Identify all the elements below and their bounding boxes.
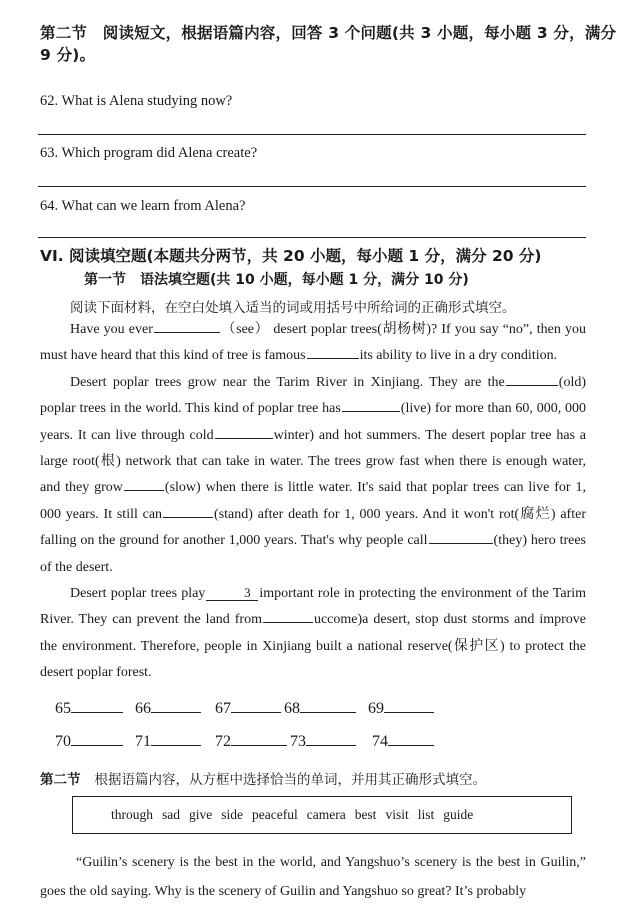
answer-blank[interactable]: [231, 733, 287, 746]
section2b-heading: [40, 768, 486, 788]
answer-blank[interactable]: [151, 700, 201, 713]
answer-blank[interactable]: [71, 700, 123, 713]
answer-number: 74: [372, 733, 388, 750]
question-63: 63. Which program did Alena create?: [40, 145, 258, 161]
answer-number: 69: [368, 700, 384, 717]
answer-line: [38, 134, 586, 135]
word-option: best: [354, 807, 377, 822]
answer-number: 65: [55, 700, 71, 717]
question-64: 64. What can we learn from Alena?: [40, 198, 246, 214]
blank-66[interactable]: [307, 344, 359, 359]
blank-71[interactable]: [163, 503, 213, 518]
answer-number: 72: [215, 733, 231, 750]
section-label: 第二节: [40, 772, 81, 788]
answer-number: 71: [135, 733, 151, 750]
blank-67[interactable]: [506, 371, 558, 386]
word-option: sad: [162, 807, 180, 822]
blank-73[interactable]: 3: [206, 586, 258, 601]
answer-blank[interactable]: [384, 700, 434, 713]
section-instruction: 根据语篇内容，从方框中选择恰当的单词，并用其正确形式填空。: [94, 772, 486, 788]
answer-blank[interactable]: [306, 733, 356, 746]
word-option: peaceful: [252, 807, 298, 822]
answer-blank[interactable]: [71, 733, 123, 746]
blank-68[interactable]: [342, 397, 400, 412]
answer-line: [38, 237, 586, 238]
word-box: [72, 796, 572, 834]
answer-blank[interactable]: [231, 700, 281, 713]
paragraph-1: Have you ever （see） desert poplar trees(胡杨树)? If you say “no”, then you must have heard that this kind of tree is famous its ability to live in a dry condition.: [40, 317, 586, 370]
blank-70[interactable]: [124, 476, 164, 491]
word-option: list: [417, 807, 435, 822]
part6-title: VI. 阅读填空题(本题共分两节，共 20 小题，每小题 1 分，满分 20 分): [40, 247, 542, 265]
answer-number: 68: [284, 700, 300, 717]
answer-number: 70: [55, 733, 71, 750]
section2-heading: 第二节 阅读短文，根据语篇内容，回答 3 个问题(共 3 小题，每小题 3 分，满分 9 分)。: [40, 24, 617, 64]
answer-number: 73: [290, 733, 306, 750]
word-option: camera: [306, 807, 346, 822]
blank-69[interactable]: [215, 424, 273, 439]
answer-number: 66: [135, 700, 151, 717]
instruction: 阅读下面材料，在空白处填入适当的词或用括号中所给词的正确形式填空。: [70, 300, 516, 316]
word-option: through: [111, 807, 153, 822]
reading-passage: [40, 848, 586, 906]
answer-number: 67: [215, 700, 231, 717]
paragraph-3: Desert poplar trees play 3 important role in protecting the environment of the Tarim River. They can prevent the land from uccome)a desert, stop dust storms and improve the environment. Therefore, people in Xinjiang built a national reserve(保护区) to protect the desert poplar forest.: [40, 585, 587, 681]
answer-blank[interactable]: [151, 733, 201, 746]
answer-blank[interactable]: [388, 733, 434, 746]
passage-text: “Guilin’s scenery is the best in the world, and Yangshuo’s scenery is the best in Guilin,” goes the old saying. Why is the scenery of Guilin and Yangshuo so great? It’s probably: [40, 855, 586, 899]
word-option: give: [189, 807, 213, 822]
question-62: 62. What is Alena studying now?: [40, 93, 233, 109]
part6-sub1: 第一节 语法填空题(共 10 小题，每小题 1 分，满分 10 分): [84, 272, 469, 288]
paragraph-2: Desert poplar trees grow near the Tarim River in Xinjiang. They are the (old) poplar trees in the world. This kind of poplar tree has (live) for more than 60, 000, 000 years. It can live through cold winter) and hot summers. The desert poplar tree has a large root(根) network that can take in water. The trees grow fast when there is enough water, and they grow (slow) when there is little water. It's said that poplar trees can live for 1, 000 years. It still can (stand) after death for 1, 000 years. And it won't rot(腐烂) after falling on the ground for another 1,000 years. That's why people call (they) hero trees of the desert.: [40, 370, 586, 581]
word-option: visit: [385, 807, 409, 822]
word-option: side: [221, 807, 243, 822]
blank-72[interactable]: [429, 529, 493, 544]
answer-blank[interactable]: [300, 700, 356, 713]
blank-74[interactable]: [263, 608, 313, 623]
cloze-passage: [40, 317, 586, 687]
blank-65[interactable]: [154, 318, 220, 333]
word-option: guide: [443, 807, 474, 822]
answer-line: [38, 186, 586, 187]
